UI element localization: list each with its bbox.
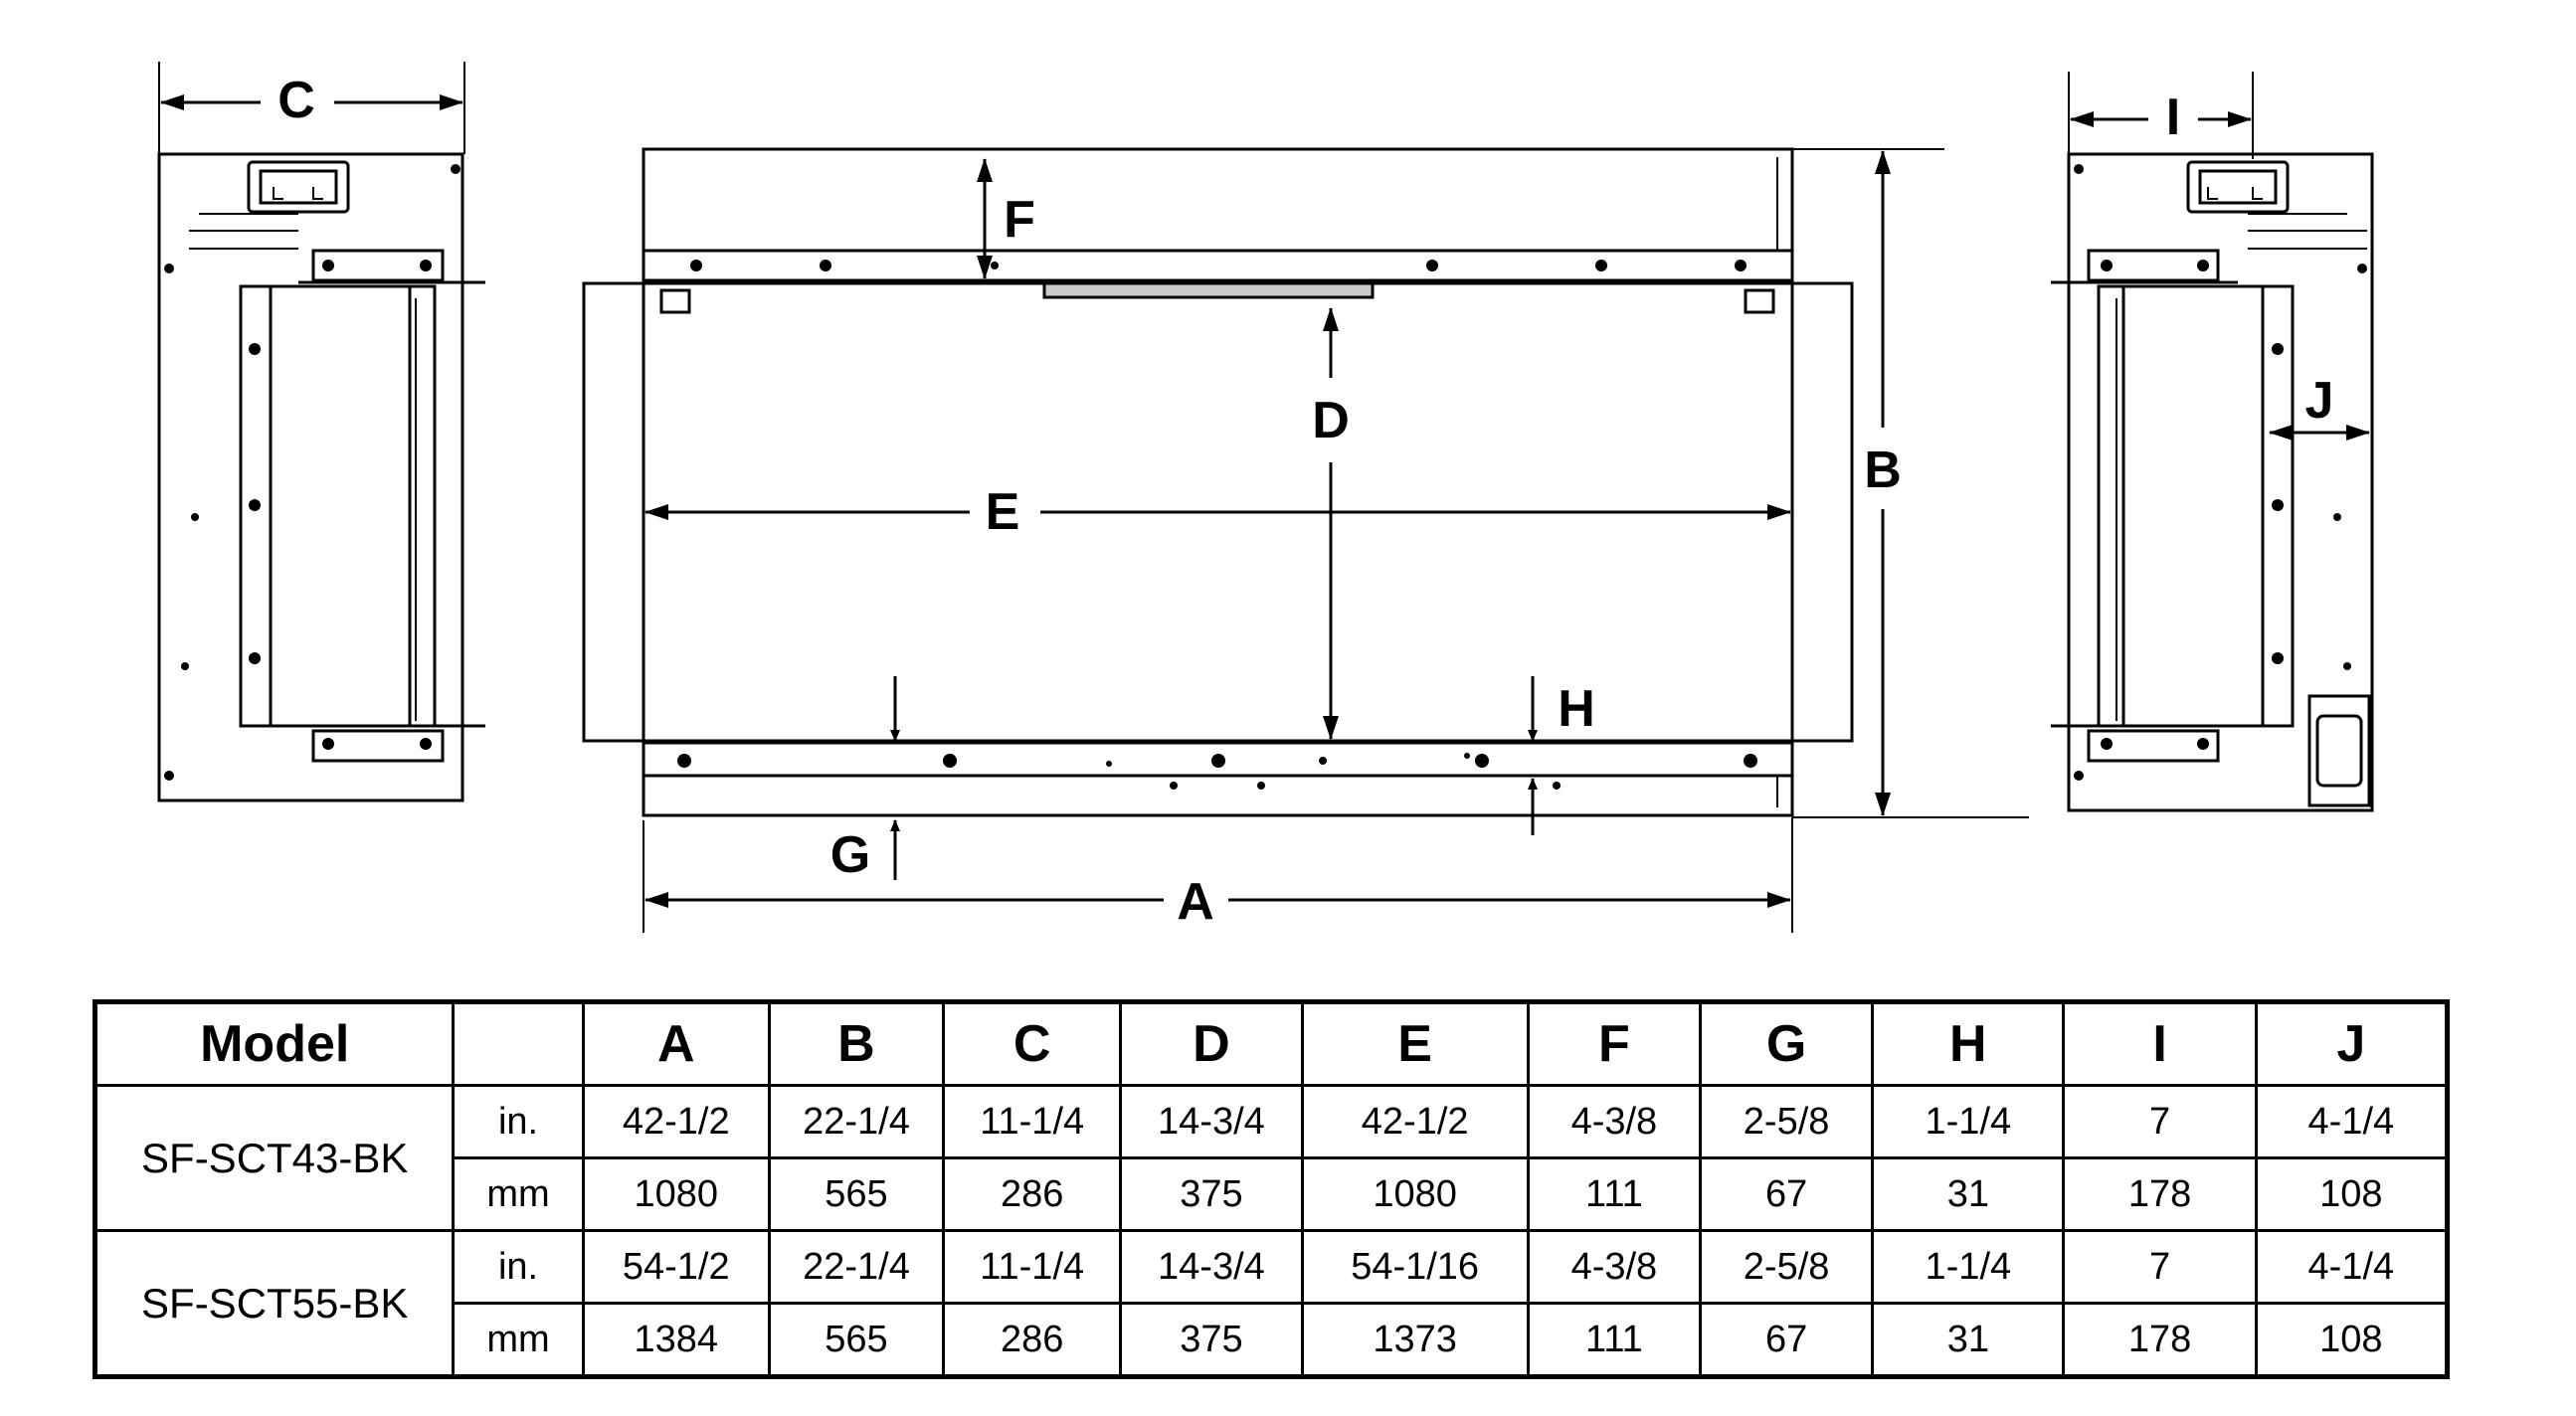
- header-j: J: [2256, 1002, 2447, 1086]
- model-cell: SF-SCT43-BK: [95, 1086, 454, 1231]
- value-cell: 11-1/4: [944, 1231, 1121, 1304]
- value-cell: 565: [769, 1158, 943, 1231]
- header-c: C: [944, 1002, 1121, 1086]
- value-cell: 111: [1528, 1158, 1700, 1231]
- value-cell: 42-1/2: [1302, 1086, 1528, 1158]
- unit-cell: mm: [454, 1158, 583, 1231]
- value-cell: 108: [2256, 1158, 2447, 1231]
- value-cell: 67: [1701, 1304, 1873, 1377]
- value-cell: 31: [1873, 1158, 2064, 1231]
- value-cell: 4-3/8: [1528, 1231, 1700, 1304]
- label-i: I: [2165, 88, 2181, 146]
- value-cell: 1-1/4: [1873, 1086, 2064, 1158]
- value-cell: 67: [1701, 1158, 1873, 1231]
- unit-cell: in.: [454, 1231, 583, 1304]
- value-cell: 22-1/4: [769, 1231, 943, 1304]
- label-f: F: [1004, 191, 1035, 249]
- value-cell: 14-3/4: [1121, 1231, 1302, 1304]
- value-cell: 4-1/4: [2256, 1086, 2447, 1158]
- value-cell: 54-1/2: [583, 1231, 769, 1304]
- value-cell: 31: [1873, 1304, 2064, 1377]
- value-cell: 375: [1121, 1158, 1302, 1231]
- header-g: G: [1701, 1002, 1873, 1086]
- header-h: H: [1873, 1002, 2064, 1086]
- value-cell: 286: [944, 1158, 1121, 1231]
- header-a: A: [583, 1002, 769, 1086]
- value-cell: 22-1/4: [769, 1086, 943, 1158]
- value-cell: 375: [1121, 1304, 1302, 1377]
- table-row: [95, 1231, 2448, 1304]
- header-f: F: [1528, 1002, 1700, 1086]
- dimensions-table: [92, 999, 2450, 1379]
- label-g: G: [829, 826, 871, 884]
- value-cell: 111: [1528, 1304, 1700, 1377]
- label-a: A: [1177, 873, 1214, 931]
- value-cell: 1373: [1302, 1304, 1528, 1377]
- value-cell: 1080: [1302, 1158, 1528, 1231]
- value-cell: 2-5/8: [1701, 1086, 1873, 1158]
- header-i: I: [2064, 1002, 2256, 1086]
- label-d: D: [1312, 392, 1350, 449]
- unit-cell: in.: [454, 1086, 583, 1158]
- value-cell: 4-3/8: [1528, 1086, 1700, 1158]
- value-cell: 178: [2064, 1158, 2256, 1231]
- value-cell: 286: [944, 1304, 1121, 1377]
- right-side-view: [2051, 154, 2372, 810]
- value-cell: 4-1/4: [2256, 1231, 2447, 1304]
- unit-cell: mm: [454, 1304, 583, 1377]
- label-j: J: [2304, 372, 2334, 430]
- model-cell: SF-SCT55-BK: [95, 1231, 454, 1377]
- value-cell: 54-1/16: [1302, 1231, 1528, 1304]
- value-cell: 7: [2064, 1086, 2256, 1158]
- label-e: E: [985, 483, 1020, 541]
- left-side-view: [159, 154, 485, 800]
- value-cell: 178: [2064, 1304, 2256, 1377]
- value-cell: 1080: [583, 1158, 769, 1231]
- value-cell: 14-3/4: [1121, 1086, 1302, 1158]
- header-model: Model: [95, 1002, 454, 1086]
- value-cell: 565: [769, 1304, 943, 1377]
- front-view: [584, 149, 1852, 815]
- value-cell: 1384: [583, 1304, 769, 1377]
- table-header-row: [95, 1002, 2448, 1086]
- value-cell: 7: [2064, 1231, 2256, 1304]
- value-cell: 11-1/4: [944, 1086, 1121, 1158]
- header-unit: [454, 1002, 583, 1086]
- value-cell: 42-1/2: [583, 1086, 769, 1158]
- header-b: B: [769, 1002, 943, 1086]
- header-e: E: [1302, 1002, 1528, 1086]
- label-c: C: [277, 72, 315, 129]
- label-h: H: [1558, 680, 1595, 738]
- value-cell: 108: [2256, 1304, 2447, 1377]
- header-d: D: [1121, 1002, 1302, 1086]
- value-cell: 1-1/4: [1873, 1231, 2064, 1304]
- value-cell: 2-5/8: [1701, 1231, 1873, 1304]
- label-b: B: [1864, 442, 1902, 499]
- table-row: [95, 1086, 2448, 1158]
